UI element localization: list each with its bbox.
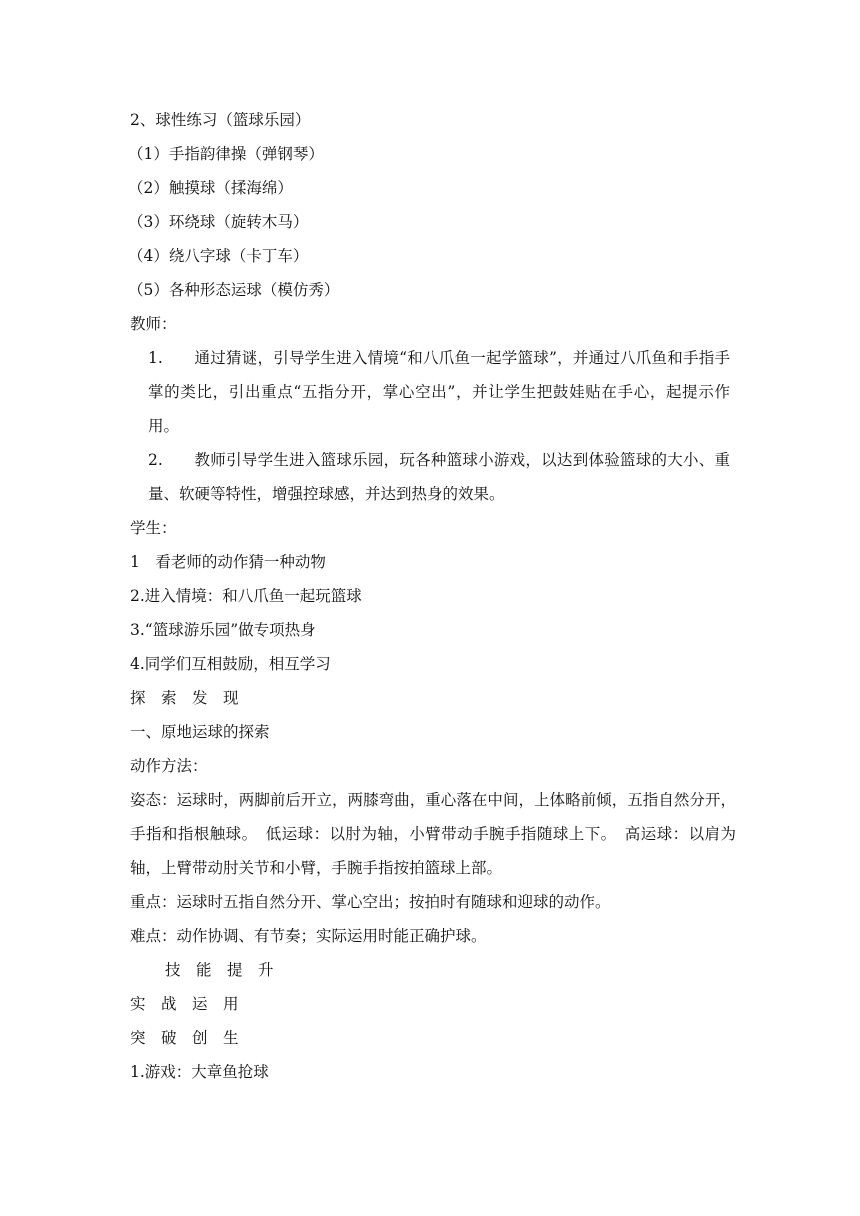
- breakthrough-heading: 突 破 创 生: [130, 1029, 239, 1047]
- posture-paragraph: 姿态：运球时，两脚前后开立，两膝弯曲，重心落在中间，上体略前倾，五指自然分开，手指和指根触球。 低运球：以肘为轴，小臂带动手腕手指随球上下。 高运球：以肩为轴，上臂带动肘关节和小臂，手腕手指按拍篮球上部。: [130, 791, 736, 877]
- list-item: 3.“篮球游乐园”做专项热身: [130, 621, 316, 639]
- explore-heading: 探 索 发 现: [130, 689, 239, 707]
- teacher-point-2: 2. 教师引导学生进入篮球乐园，玩各种篮球小游戏，以达到体验篮球的大小、重量、软硬等特性，增强控球感，并达到热身的效果。: [148, 451, 730, 503]
- list-item: （1）手指韵律操（弹钢琴）: [128, 145, 324, 163]
- list-item: 4.同学们互相鼓励，相互学习: [130, 655, 331, 673]
- section-title: 2、球性练习（篮球乐园）: [130, 111, 311, 129]
- student-label: 学生：: [130, 519, 177, 537]
- explore-subheading: 一、原地运球的探索: [130, 723, 270, 741]
- list-item: （3）环绕球（旋转木马）: [128, 213, 309, 231]
- key-point: 重点：运球时五指自然分开、掌心空出；按拍时有随球和迎球的动作。: [130, 893, 611, 911]
- method-label: 动作方法：: [130, 757, 208, 775]
- game-item: 1.游戏：大章鱼抢球: [130, 1063, 269, 1081]
- teacher-point-1: 1. 通过猜谜，引导学生进入情境“和八爪鱼一起学篮球”，并通过八爪鱼和手指手掌的类比，引出重点“五指分开，掌心空出”，并让学生把鼓娃贴在手心，起提示作用。: [148, 349, 730, 435]
- teacher-label: 教师：: [130, 315, 177, 333]
- list-item: （4）绕八字球（卡丁车）: [128, 247, 309, 265]
- difficulty: 难点：动作协调、有节奏；实际运用时能正确护球。: [130, 927, 487, 945]
- skills-heading: 技 能 提 升: [165, 961, 274, 979]
- list-item: （2）触摸球（揉海绵）: [128, 179, 293, 197]
- list-item: （5）各种形态运球（模仿秀）: [128, 281, 340, 299]
- practice-heading: 实 战 运 用: [130, 995, 239, 1013]
- list-item: 1 看老师的动作猜一种动物: [130, 553, 326, 571]
- list-item: 2.进入情境：和八爪鱼一起玩篮球: [130, 587, 362, 605]
